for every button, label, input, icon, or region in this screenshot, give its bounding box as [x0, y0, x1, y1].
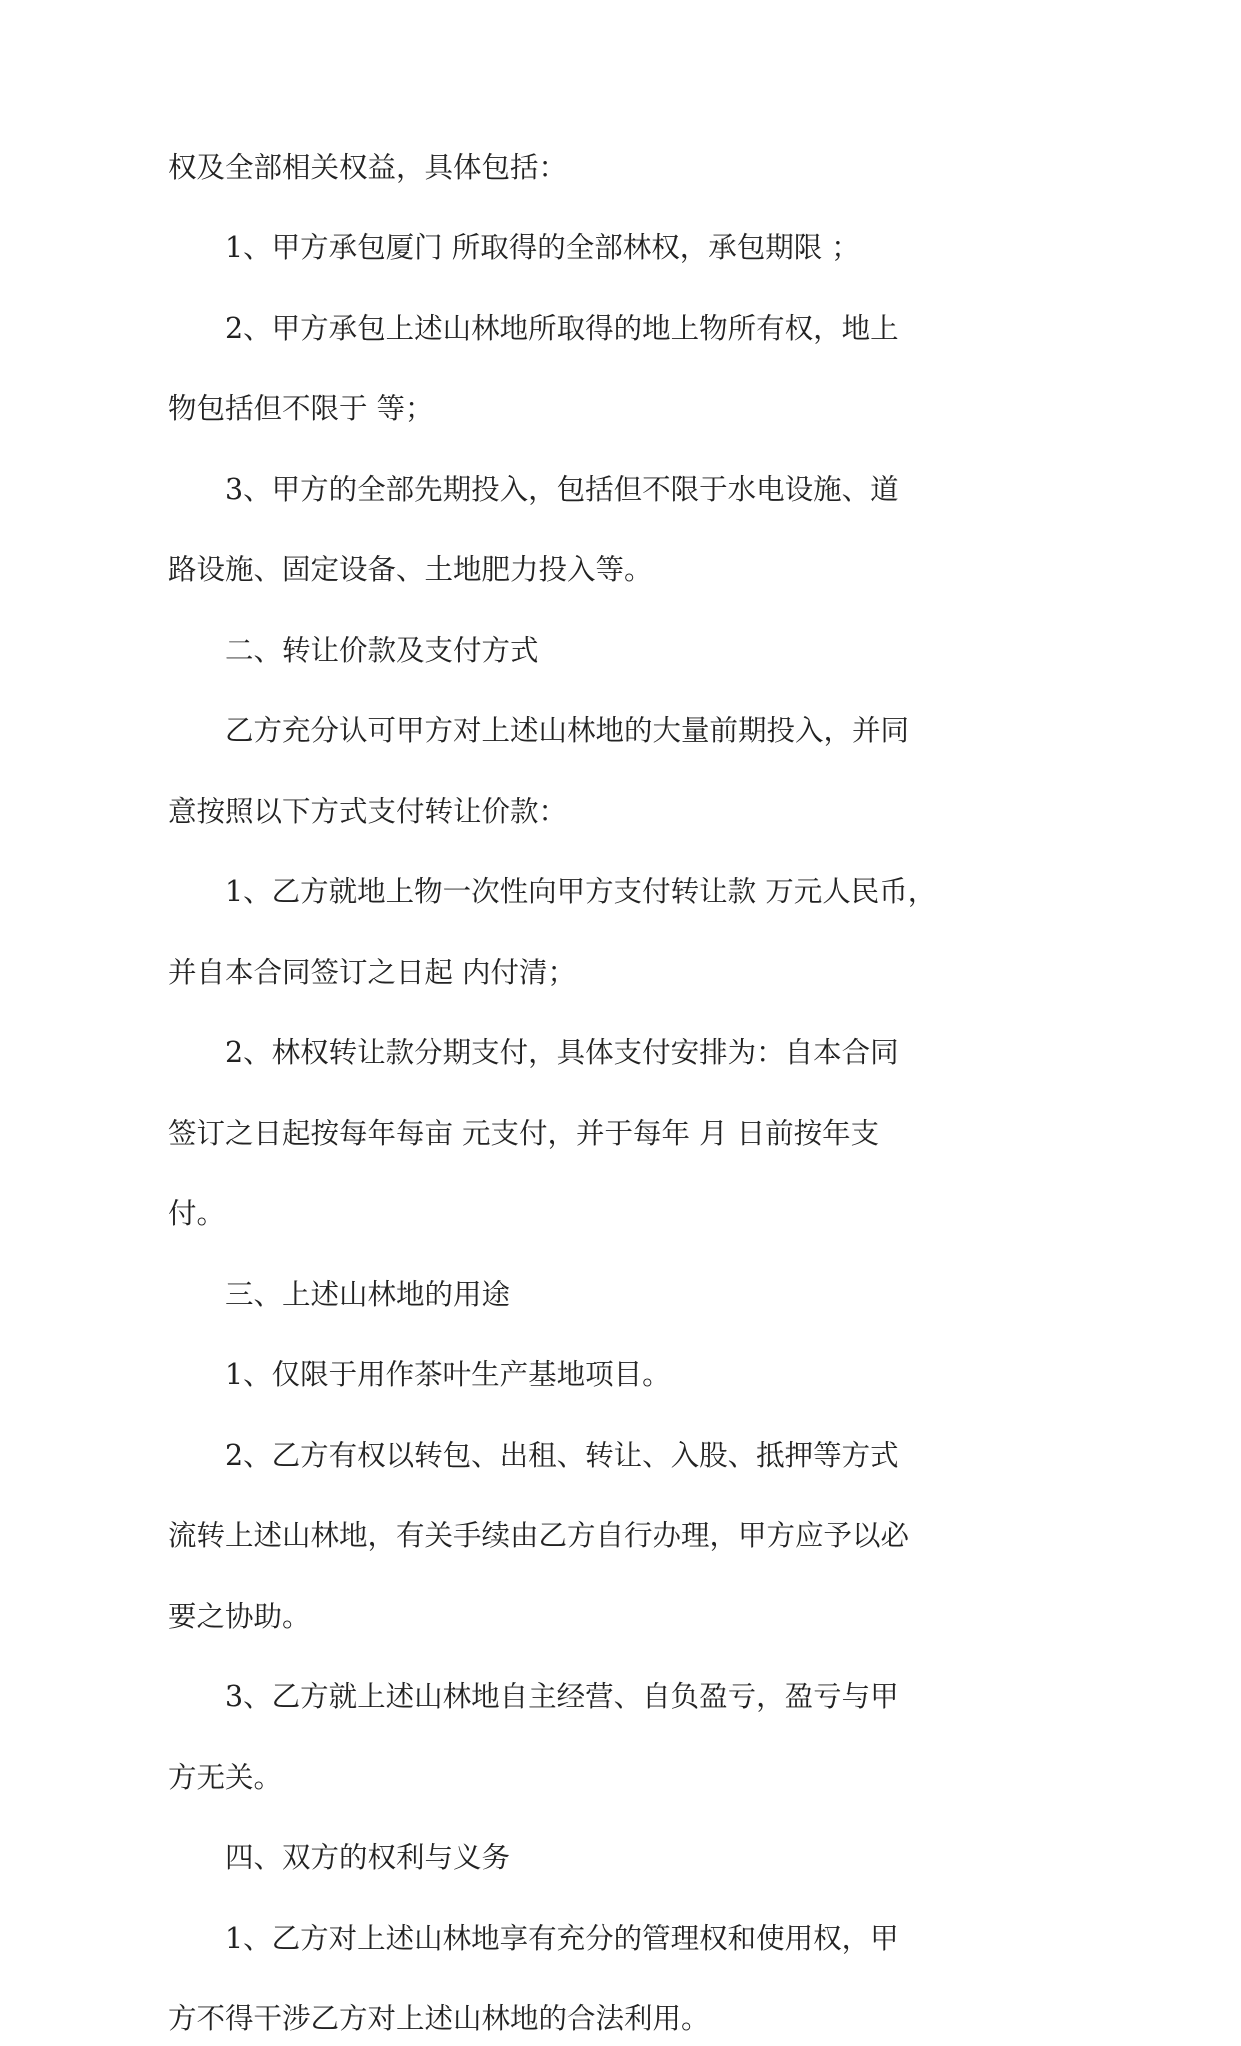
line-spacer: [168, 839, 940, 867]
section-heading: 二、转让价款及支付方式: [225, 633, 539, 667]
text-line: 1、甲方承包厦门 所取得的全部林权，承包期限 ；: [225, 231, 860, 265]
line-spacer: [168, 1080, 940, 1108]
text-line: 权及全部相关权益，具体包括：: [168, 151, 568, 184]
line-spacer: [168, 597, 940, 625]
line-spacer: [168, 919, 940, 947]
line-spacer: [168, 1644, 940, 1672]
line-spacer: [168, 275, 940, 303]
line-spacer: [168, 1724, 940, 1752]
line-spacer: [168, 195, 940, 223]
text-line: 物包括但不限于 等；: [168, 392, 434, 426]
line-spacer: [168, 1402, 940, 1430]
text-line: 3、乙方就上述山林地自主经营、自负盈亏，盈亏与甲: [225, 1680, 899, 1714]
line-spacer: [168, 436, 940, 464]
text-line: 签订之日起按每年每亩 元支付，并于每年 月 日前按年支: [168, 1116, 880, 1150]
text-line: 3、甲方的全部先期投入，包括但不限于水电设施、道: [225, 472, 899, 506]
text-line: 1、仅限于用作茶叶生产基地项目。: [225, 1358, 671, 1392]
line-spacer: [168, 1805, 940, 1833]
text-line: 1、乙方就地上物一次性向甲方支付转让款 万元人民币，: [225, 875, 937, 909]
section-heading: 四、双方的权利与义务: [225, 1841, 511, 1875]
text-line: 2、林权转让款分期支付，具体支付安排为：自本合同: [225, 1036, 899, 1070]
line-spacer: [168, 678, 940, 706]
line-spacer: [168, 1563, 940, 1591]
line-spacer: [168, 758, 940, 786]
text-line: 意按照以下方式支付转让价款：: [168, 794, 568, 828]
text-line: 付。: [168, 1197, 226, 1231]
text-line: 1、乙方对上述山林地享有充分的管理权和使用权，甲: [225, 1921, 899, 1955]
section-heading: 三、上述山林地的用途: [225, 1277, 511, 1311]
line-spacer: [168, 1885, 940, 1913]
text-line: 乙方充分认可甲方对上述山林地的大量前期投入，并同: [225, 714, 910, 748]
line-spacer: [168, 356, 940, 384]
text-line: 2、甲方承包上述山林地所取得的地上物所有权，地上: [225, 311, 899, 345]
text-line: 方不得干涉乙方对上述山林地的合法利用。: [168, 2002, 710, 2036]
document-body: [168, 142, 940, 2046]
line-spacer: [168, 1241, 940, 1269]
text-line: 方无关。: [168, 1760, 283, 1794]
line-spacer: [168, 1161, 940, 1189]
text-line: 要之协助。: [168, 1599, 311, 1633]
text-line: 路设施、固定设备、土地肥力投入等。: [168, 553, 653, 587]
line-spacer: [168, 1322, 940, 1350]
text-line: 并自本合同签订之日起 内付清；: [168, 955, 577, 989]
line-spacer: [168, 1000, 940, 1028]
text-line: 2、乙方有权以转包、出租、转让、入股、抵押等方式: [225, 1438, 899, 1472]
text-line: 流转上述山林地，有关手续由乙方自行办理，甲方应予以必: [168, 1519, 910, 1553]
line-spacer: [168, 1966, 940, 1994]
line-spacer: [168, 1483, 940, 1511]
line-spacer: [168, 517, 940, 545]
